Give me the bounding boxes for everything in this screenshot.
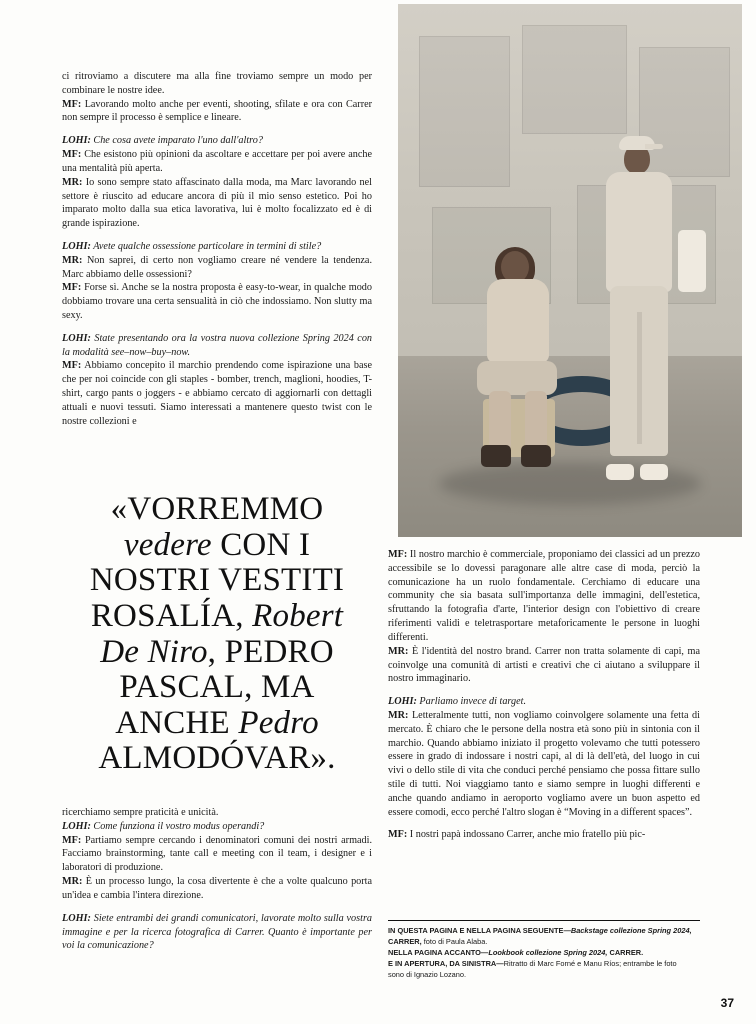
paragraph-question — [62, 820, 372, 834]
paragraph-text: ricerchiamo sempre praticità e unicità. — [62, 807, 219, 818]
photo-standing-model — [586, 134, 694, 494]
body-column-left-top — [62, 70, 372, 429]
paragraph — [388, 645, 700, 686]
photo-model-shin — [525, 391, 547, 451]
pull-quote-line — [56, 563, 378, 599]
caption-text: sono di Ignazio Lozano. — [388, 970, 467, 980]
paragraph-question — [62, 332, 372, 360]
pull-quote-line — [56, 670, 378, 706]
paragraph — [62, 281, 372, 322]
paragraph-text: È un processo lungo, la cosa divertente è che a volte qualcuno porta un'idea e cambia l'intera direzione. — [62, 876, 372, 901]
paragraph-text: Avete qualche ossessione particolare in termini di stile? — [93, 240, 322, 252]
caption-brand: CARRER, — [388, 937, 422, 947]
paragraph-question — [62, 240, 372, 254]
pull-quote-text: ANCHE — [115, 704, 239, 741]
pull-quote-text: «VORREMMO — [110, 491, 324, 527]
paragraph — [62, 875, 372, 903]
paragraph-text: Lavorando molto anche per eventi, shooting, sfilate e ora con Carrer non sempre il processo è semplice e lineare. — [62, 98, 373, 124]
speaker-label: MF: — [388, 829, 408, 841]
speaker-label: MF: — [62, 98, 82, 110]
paragraph-text: Come funziona il vostro modus operandi? — [93, 820, 265, 832]
pull-quote-line — [56, 635, 378, 671]
photo-wall-panel — [419, 36, 510, 187]
speaker-label: MF: — [388, 549, 408, 560]
caption-text: foto di Paula Alaba. — [421, 937, 488, 947]
paragraph-text: Parliamo invece di target. — [419, 696, 526, 708]
body-column-left-bottom — [62, 806, 372, 953]
paragraph-question — [388, 695, 700, 709]
speaker-label: MF: — [62, 834, 82, 846]
page-number: 37 — [720, 996, 734, 1010]
pull-quote-text: NOSTRI VESTITI — [89, 562, 345, 599]
speaker-label: MR: — [62, 876, 83, 888]
photo-model-boot — [521, 445, 551, 467]
caption-line — [388, 947, 700, 958]
photo-model-legs — [610, 286, 668, 456]
photo-model-torso — [487, 279, 549, 363]
pull-quote — [56, 492, 378, 777]
pull-quote-line — [56, 492, 378, 528]
photo-model-torso — [606, 172, 672, 292]
speaker-label: LOHI: — [62, 912, 91, 924]
pull-quote-text: PASCAL, MA — [119, 669, 315, 706]
photo-model-thigh — [477, 361, 557, 395]
caption-brand: CARRER. — [609, 948, 644, 958]
paragraph — [62, 176, 372, 231]
pull-quote-line — [56, 706, 378, 742]
paragraph — [62, 359, 372, 428]
speaker-label: MR: — [62, 176, 83, 188]
paragraph-text: Non saprei, di certo non vogliamo creare né vendere la tendenza. Marc abbiamo delle ossessioni? — [62, 254, 372, 280]
pull-quote-text: CON I — [211, 526, 311, 563]
caption-line — [388, 925, 700, 936]
pull-quote-line — [56, 599, 378, 635]
photo-seated-model — [467, 251, 587, 489]
paragraph — [62, 254, 372, 282]
paragraph-text: Che cosa avete imparato l'uno dall'altro? — [93, 135, 263, 147]
photo-caption — [388, 920, 700, 981]
pull-quote-line — [56, 741, 378, 777]
paragraph-text: ci ritroviamo a discutere ma alla fine troviamo sempre un modo per combinare le nostre idee. — [62, 71, 372, 96]
speaker-label: MF: — [62, 149, 82, 161]
paragraph-text: Letteralmente tutti, non vogliamo coinvolgere solamente una fetta di mercato. È chiaro che le persone della nostra età sono più in sintonia con il marchio. Quando abbiamo iniziato il progetto volevamo che tutti potessero essere in grado di indossare i nostri capi, al di là dell'età, del luogo in cui vivi o dello stile di vita che conduci perché pensiamo che possa fittare sullo stile di tutti. Noi viaggiamo tanto e siamo sempre in luoghi differenti e anche quando andiamo in aeroporto vogliamo avere un buon aspetto ed essere comodi, ecco perché l'altro slogan è “Moving in a different spaces”. — [388, 709, 700, 818]
article-photo — [398, 4, 742, 537]
paragraph-text: Il nostro marchio è commerciale, proponiamo dei classici ad un prezzo accessibile se lo dovessi paragonare alle altre case di moda, perciò la comunicazione ha un ruolo fondamentale. Cerchiamo di educare una community che sia basata sull'importanza delle immagini, dell'estetica, sfruttando la fotografia d'arte, l'interior design con l'obiettivo di creare riferimenti validi e teletrasportare metaforicamente le persone in luoghi differenti. — [388, 549, 701, 643]
speaker-label: MR: — [388, 709, 409, 721]
paragraph-text: I nostri papà indossano Carrer, anche mio fratello più pic- — [409, 829, 646, 841]
paragraph — [388, 548, 700, 645]
pull-quote-text: , PEDRO — [207, 633, 334, 670]
photo-wall-panel — [522, 25, 627, 134]
paragraph-text: Siete entrambi dei grandi comunicatori, lavorate molto sulla vostra immagine e per la ricerca fotografica di Carrer. Quanto è importante per voi la comunicazione? — [62, 912, 373, 952]
paragraph — [388, 709, 700, 820]
speaker-label: MF: — [62, 360, 82, 372]
pull-quote-text-italic: Pedro — [238, 704, 319, 741]
photo-model-cap — [619, 136, 655, 150]
paragraph-text: Abbiamo concepito il marchio prendendo come ispirazione una base che per noi coincide con gli staples - bomber, trench, maglioni, hoodies, T-shirt, cargo pants o joggers - e abbiamo cercato di aggiornarli con dettagli attuali e nuovi tessuti. Siamo interessati a mantenere questo twist con le nostre collezioni e — [62, 360, 372, 427]
photo-model-bag — [678, 230, 706, 292]
paragraph-text: Forse sì. Anche se la nostra proposta è easy-to-wear, in qualche modo dobbiamo trovare una certa sensualità in ciò che indossiamo. Non slutty ma sexy. — [62, 282, 372, 321]
speaker-label: MF: — [62, 282, 82, 294]
caption-line — [388, 969, 700, 980]
speaker-label: LOHI: — [62, 820, 91, 832]
paragraph — [62, 806, 372, 820]
pull-quote-text-italic: De Niro — [100, 633, 208, 670]
caption-text: Lookbook collezione Spring 2024, — [488, 948, 610, 958]
speaker-label: MR: — [388, 645, 409, 657]
caption-lead: IN QUESTA PAGINA E NELLA PAGINA SEGUENTE— — [388, 926, 571, 935]
caption-line — [388, 958, 700, 969]
paragraph — [62, 834, 372, 875]
photo-model-shin — [489, 391, 511, 451]
paragraph-text: Partiamo sempre cercando i denominatori comuni dei nostri armadi. Facciamo brainstorming, tante call e meeting con il team, i designer e i laboratori di produzione. — [62, 834, 372, 874]
paragraph-text: È l'identità del nostro brand. Carrer non tratta solamente di capi, ma coinvolge una comunità di artisti e creativi che ci aiutano a sviluppare il nostro immaginario. — [388, 645, 700, 685]
speaker-label: MR: — [62, 254, 83, 266]
speaker-label: LOHI: — [62, 135, 91, 147]
caption-lead: NELLA PAGINA ACCANTO— — [388, 948, 489, 958]
caption-text: Backstage collezione Spring 2024, — [570, 926, 692, 935]
pull-quote-text: ALMODÓVAR». — [98, 740, 336, 777]
paragraph — [62, 148, 372, 176]
speaker-label: LOHI: — [388, 696, 417, 708]
paragraph — [388, 828, 700, 842]
pull-quote-line — [56, 528, 378, 564]
photo-model-boot — [481, 445, 511, 467]
caption-text: Ritratto di Marc Forné e Manu Ríos; entrambe le foto — [503, 959, 677, 969]
speaker-label: LOHI: — [62, 240, 91, 252]
photo-model-shoe — [606, 464, 634, 480]
photo-model-shoe — [640, 464, 668, 480]
paragraph — [62, 98, 372, 126]
paragraph-text: Io sono sempre stato affascinato dalla moda, ma Marc lavorando nel settore è riuscito ad educare ancora di più il mio senso estetico. Poi ho imparato molto dalla sua etica lavorativa, lui è molto focalizzato ed è di grande ispirazione. — [62, 176, 373, 230]
pull-quote-text-italic: vedere — [123, 526, 212, 563]
caption-line — [388, 936, 700, 947]
paragraph-question — [62, 134, 372, 148]
body-column-right-bottom — [388, 548, 700, 842]
caption-lead: E IN APERTURA, DA SINISTRA— — [388, 959, 504, 969]
paragraph — [62, 70, 372, 98]
paragraph-text: State presentando ora la vostra nuova collezione Spring 2024 con la modalità see–now–buy–now. — [62, 332, 373, 358]
paragraph-text: Che esistono più opinioni da ascoltare e accettare per poi avere anche una mentalità più aperta. — [62, 149, 372, 174]
speaker-label: LOHI: — [62, 332, 91, 344]
paragraph-question — [62, 912, 372, 953]
pull-quote-text-italic: Robert — [252, 597, 344, 634]
pull-quote-text: ROSALÍA, — [90, 597, 253, 634]
